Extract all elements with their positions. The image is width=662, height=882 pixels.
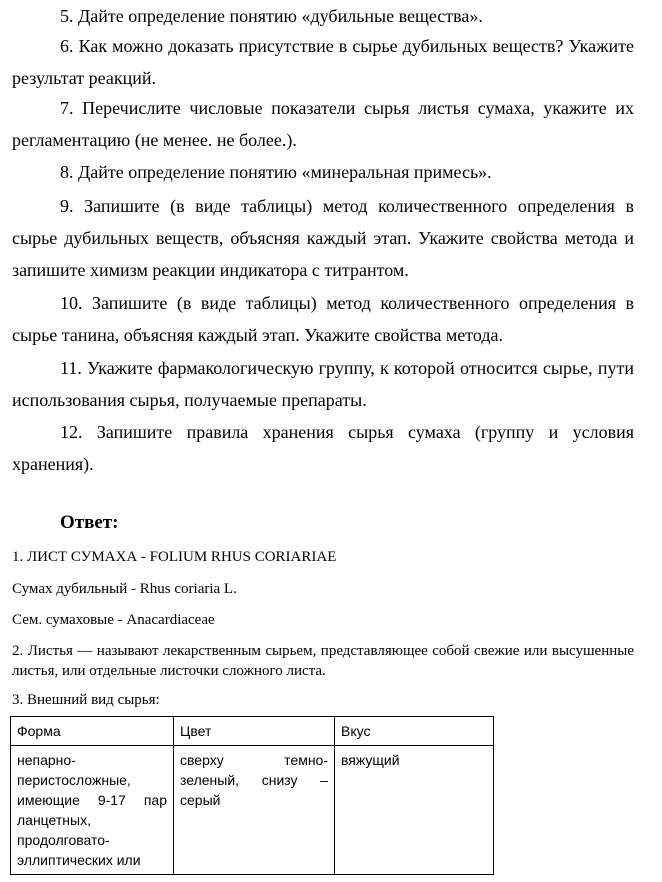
table-cell: непарно-перистосложные, имеющие 9-17 пар ланцетных, продолговато-эллиптических или (11, 746, 174, 875)
question-12: 12. Запишите правила хранения сырья сумаха (группу и условия хранения). (12, 422, 635, 474)
table-header-row (11, 717, 494, 746)
table-header-cell: Цвет (174, 717, 335, 746)
table-cell: сверху темно-зеленый, снизу – серый (174, 746, 335, 875)
question-11: 11. Укажите фармакологическую группу, к которой относится сырье, пути использования сырья, получаемые препараты. (12, 358, 635, 410)
table-cell: вяжущий (335, 746, 494, 875)
question-6: 6. Как можно доказать присутствие в сырье дубильных веществ? Укажите результат реакций. (12, 36, 634, 88)
question-10: 10. Запишите (в виде таблицы) метод количественного определения в сырье танина, объясняя каждый этап. Укажите свойства метода. (12, 293, 634, 345)
answer-line-5: 3. Внешний вид сырья: (12, 692, 160, 708)
answer-line-2: Сумах дубильный - Rhus coriaria L. (12, 581, 237, 597)
answer-line-3: Сем. сумаховые - Anacardiaceae (12, 612, 215, 628)
answer-line-1: 1. ЛИСТ СУМАХА - FOLIUM RHUS CORIARIAE (12, 549, 337, 565)
question-5: 5. Дайте определение понятию «дубильные вещества». (60, 6, 483, 26)
table-header-cell: Вкус (335, 717, 494, 746)
answer-heading: Ответ: (60, 512, 119, 533)
question-8: 8. Дайте определение понятию «минеральная примесь». (60, 162, 492, 182)
question-9: 9. Запишите (в виде таблицы) метод количественного определения в сырье дубильных веществ, объясняя каждый этап. Укажите свойства метода и запишите химизм реакции индикатора с титрантом. (12, 196, 634, 280)
table-header-cell: Форма (11, 717, 174, 746)
answer-line-4: 2. Листья — называют лекарственным сырьем, представляющее собой свежие или высушенные листья, или отдельные листочки сложного листа. (12, 643, 634, 679)
appearance-table (10, 716, 494, 875)
table-row (11, 746, 494, 875)
question-7: 7. Перечислите числовые показатели сырья листья сумаха, укажите их регламентацию (не менее. не более.). (12, 98, 635, 150)
